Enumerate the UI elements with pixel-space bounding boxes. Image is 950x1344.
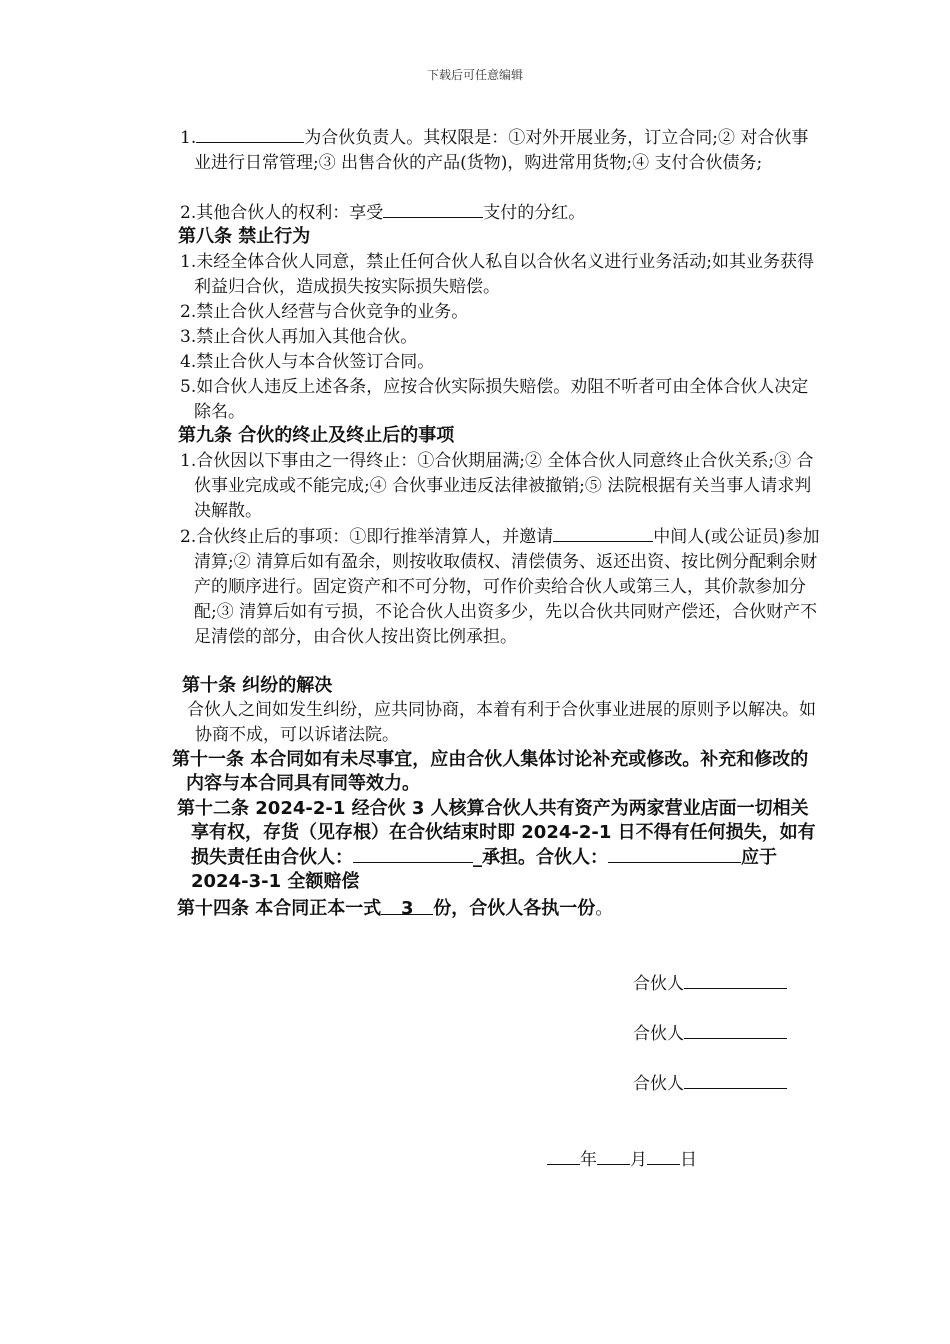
article-8-heading: 第八条 禁止行为 [178,226,311,247]
month-label: 月 [630,1150,647,1170]
article-8-item-4: 4.禁止合伙人与本合伙签订合同。 [180,352,435,372]
article-14-period: 。 [595,898,614,919]
fill-in-blank[interactable] [353,845,473,863]
signature-line-1 [633,971,787,996]
clause-item-1 [180,125,824,176]
article-12-text: 第十二条 2024-2-1 经合伙 3 人核算合伙人共有资产为两家营业店面一切相关享有权，存货（见存根）在合伙结束时即 2024-2-1 日不得有任何损失，如有损失责任由合伙人： [177,798,816,868]
fill-in-blank[interactable] [608,845,741,863]
signature-line-3 [633,1071,787,1096]
article-8-item-5: 5.如合伙人违反上述各条，应按合伙实际损失赔偿。劝阻不听者可由全体合伙人决定除名。 [180,377,809,422]
article-9-heading: 第九条 合伙的终止及终止后的事项 [178,425,455,446]
article-10-text: 合伙人之间如发生纠纷，应共同协商，本着有利于合伙事业进展的原则予以解决。如协商不成，可以诉诸法院。 [187,700,816,745]
signature-blank[interactable] [684,1071,787,1089]
year-blank[interactable] [547,1147,580,1165]
fill-in-blank[interactable] [383,200,483,218]
signature-blank[interactable] [684,971,787,989]
article-14-text-pre: 第十四条 本合同正本一式 [177,898,382,919]
article-8-item-3: 3.禁止合伙人再加入其他合伙。 [180,327,418,347]
signature-label: 合伙人 [633,1024,684,1044]
date-line [547,1147,697,1172]
item-text-post: 中间人(或公证员)参加清算;② 清算后如有盈余，则按收取债权、清偿债务、返还出资、按比例分配剩余财产的顺序进行。固定资产和不可分物，可作价卖给合伙人或第三人，其价款参加分配;③ 清算后如有亏损，不论合伙人出资多少，先以合伙共同财产偿还，合伙财产不足清偿的部分，由合伙人按出资比例承担。 [194,527,820,647]
header-note: 下载后可任意编辑 [426,68,523,82]
signature-line-2 [633,1021,787,1046]
article-10-heading: 第十条 纠纷的解决 [182,675,333,696]
clause-item-2 [180,200,824,226]
day-blank[interactable] [647,1147,680,1165]
copies-count[interactable]: 3 [381,897,433,915]
month-blank[interactable] [597,1147,630,1165]
signature-label: 合伙人 [633,1074,684,1094]
fill-in-blank[interactable] [196,125,304,143]
fill-in-blank[interactable] [553,524,653,542]
article-12-text-post: 应于 2024-3-1 全额赔偿 [191,847,777,892]
item-text-pre: 2.其他合伙人的权利：享受 [180,203,384,223]
item-number: 1. [180,128,197,148]
article-9-item-1: 1.合伙因以下事由之一得终止：①合伙期届满;② 全体合伙人同意终止合伙关系;③ 合伙事业完成或不能完成;④ 合伙事业违反法律被撤销;⑤ 法院根据有关当事人请求判决解散。 [180,451,814,521]
article-11: 第十一条 本合同如有未尽事宜，应由合伙人集体讨论补充或修改。补充和修改的内容与本合同具有同等效力。 [172,749,809,794]
item-text: 为合伙负责人。其权限是：①对外开展业务，订立合同;② 对合伙事业进行日常管理;③ 出售合伙的产品(货物)，购进常用货物;④ 支付合伙债务; [194,128,809,173]
article-14-text-post: 份，合伙人各执一份 [433,898,596,919]
item-text-post: 支付的分红。 [483,203,586,223]
signature-blank[interactable] [684,1021,787,1039]
article-8-item-1: 1.未经全体合伙人同意，禁止任何合伙人私自以合伙名义进行业务活动;如其业务获得利益归合伙，造成损失按实际损失赔偿。 [180,252,814,297]
article-12-text-mid: _承担。合伙人： [473,847,608,868]
article-9-item-2 [180,524,824,650]
signature-label: 合伙人 [633,974,684,994]
day-label: 日 [680,1150,697,1170]
article-14 [177,897,831,921]
item-text-pre: 2.合伙终止后的事项：①即行推举清算人，并邀请 [180,527,554,547]
article-12 [177,797,816,894]
article-8-item-2: 2.禁止合伙人经营与合伙竞争的业务。 [180,302,469,322]
year-label: 年 [580,1150,597,1170]
